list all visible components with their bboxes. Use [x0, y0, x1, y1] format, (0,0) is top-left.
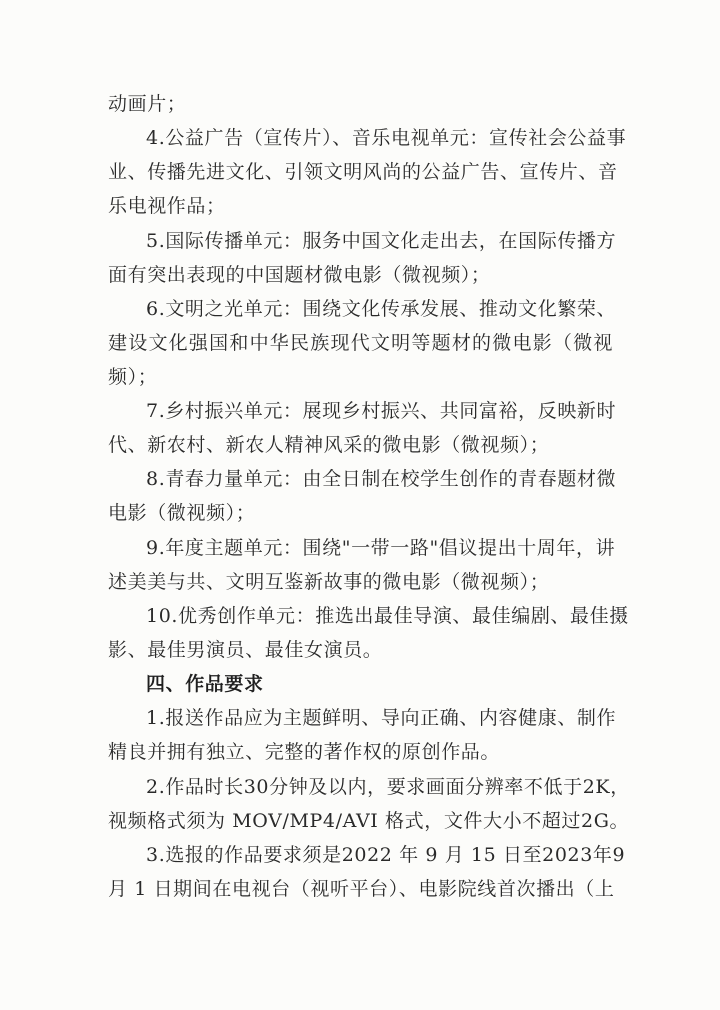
text-line: 电影（微视频）；: [108, 502, 256, 524]
text-line: 7.乡村振兴单元：展现乡村振兴、共同富裕，反映新时: [146, 400, 617, 422]
text-line: 3.选报的作品要求须是2022 年 9 月 15 日至2023年9: [146, 844, 626, 866]
text-line: 精良并拥有独立、完整的著作权的原创作品。: [108, 741, 501, 763]
text-line: 述美美与共、文明互鉴新故事的微电影（微视频）；: [108, 571, 550, 593]
text-line: 2.作品时长30分钟及以内，要求画面分辨率不低于2K，: [146, 776, 630, 798]
text-line: 业、传播先进文化、引领文明风尚的公益广告、宣传片、音: [108, 161, 618, 183]
text-line: 4.公益广告（宣传片）、音乐电视单元：宣传社会公益事: [146, 127, 627, 149]
text-line: 视频格式须为 MOV/MP4/AVI 格式，文件大小不超过2G。: [108, 810, 630, 832]
text-line: 10.优秀创作单元：推选出最佳导演、最佳编剧、最佳摄: [146, 605, 629, 627]
text-line: 频）；: [108, 366, 158, 388]
text-line: 乐电视作品；: [108, 195, 226, 217]
text-line: 8.青春力量单元：由全日制在校学生创作的青春题材微: [146, 468, 617, 490]
text-line: 动画片；: [108, 93, 187, 115]
text-line: 1.报送作品应为主题鲜明、导向正确、内容健康、制作: [146, 707, 617, 729]
text-line: 9.年度主题单元：围绕"一带一路"倡议提出十周年，讲: [146, 537, 616, 559]
text-line: 5.国际传播单元：服务中国文化走出去，在国际传播方: [146, 230, 617, 252]
text-line: 影、最佳男演员、最佳女演员。: [108, 639, 383, 661]
section-heading: 四、作品要求: [146, 673, 264, 695]
text-line: 代、新农村、新农人精神风采的微电影（微视频）；: [108, 434, 550, 456]
text-line: 建设文化强国和中华民族现代文明等题材的微电影（微视: [108, 332, 613, 354]
text-line: 6.文明之光单元：围绕文化传承发展、推动文化繁荣、: [146, 298, 617, 320]
text-line: 月 1 日期间在电视台（视听平台）、电影院线首次播出（上: [108, 878, 615, 900]
text-line: 面有突出表现的中国题材微电影（微视频）；: [108, 264, 491, 286]
